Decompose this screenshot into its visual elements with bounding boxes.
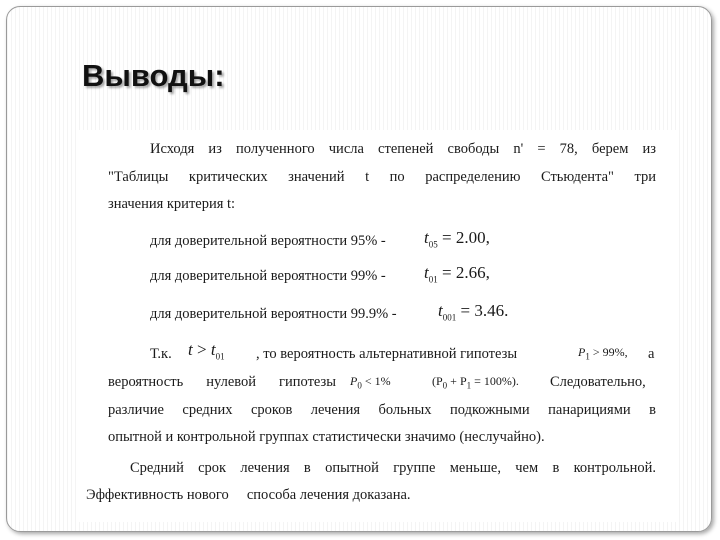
paragraph1-line3: значения критерия t:: [108, 196, 236, 212]
paragraph3-line1: Средний срок лечения в опытной группе меньше, чем в контрольной.: [130, 460, 656, 476]
paragraph2-sum-formula: $(P_0 + P_1 = 100\%)$.: [432, 374, 519, 391]
paragraph2-a: а: [648, 346, 655, 362]
document-image: [76, 130, 676, 522]
criterion-999-formula: $t_{001} = 3.46$.: [438, 301, 509, 323]
paragraph2-line4: опытной и контрольной группах статистически значимо (неслучайно).: [108, 429, 545, 445]
slide-title: Выводы:: [82, 58, 225, 93]
paragraph3-line2: Эффективность нового способа лечения доказана.: [86, 487, 411, 503]
paragraph2-t-gt-t01-formula: $t > t_{01}$: [188, 340, 225, 362]
paragraph2-after-formula: , то вероятность альтернативной гипотезы: [256, 346, 518, 362]
paragraph2-line2-end: Следовательно,: [550, 374, 646, 390]
paragraph2-p1-formula: $P_1 > 99\%$,: [578, 345, 628, 362]
paragraph1-line2: "Таблицы критических значений t по распределению Стьюдента" три: [108, 169, 656, 185]
paragraph2-line3: различие средних сроков лечения больных подкожными панарициями в: [108, 402, 656, 418]
criterion-999-label: для доверительной вероятности 99.9% -: [150, 306, 397, 322]
criterion-99-label: для доверительной вероятности 99% -: [150, 268, 386, 284]
paragraph2-line2-start: вероятность нулевой гипотезы: [108, 374, 336, 390]
paragraph2-tk: Т.к.: [150, 346, 172, 362]
criterion-99-formula: $t_{01} = 2.66$,: [424, 263, 490, 285]
criterion-95-formula: $t_{05} = 2.00$,: [424, 228, 490, 250]
paragraph2-p0-formula: $P_0 < 1\%$: [350, 374, 391, 391]
criterion-95-label: для доверительной вероятности 95% -: [150, 233, 386, 249]
paragraph1-line1: Исходя из полученного числа степеней свободы n' = 78, берем из: [150, 141, 656, 157]
